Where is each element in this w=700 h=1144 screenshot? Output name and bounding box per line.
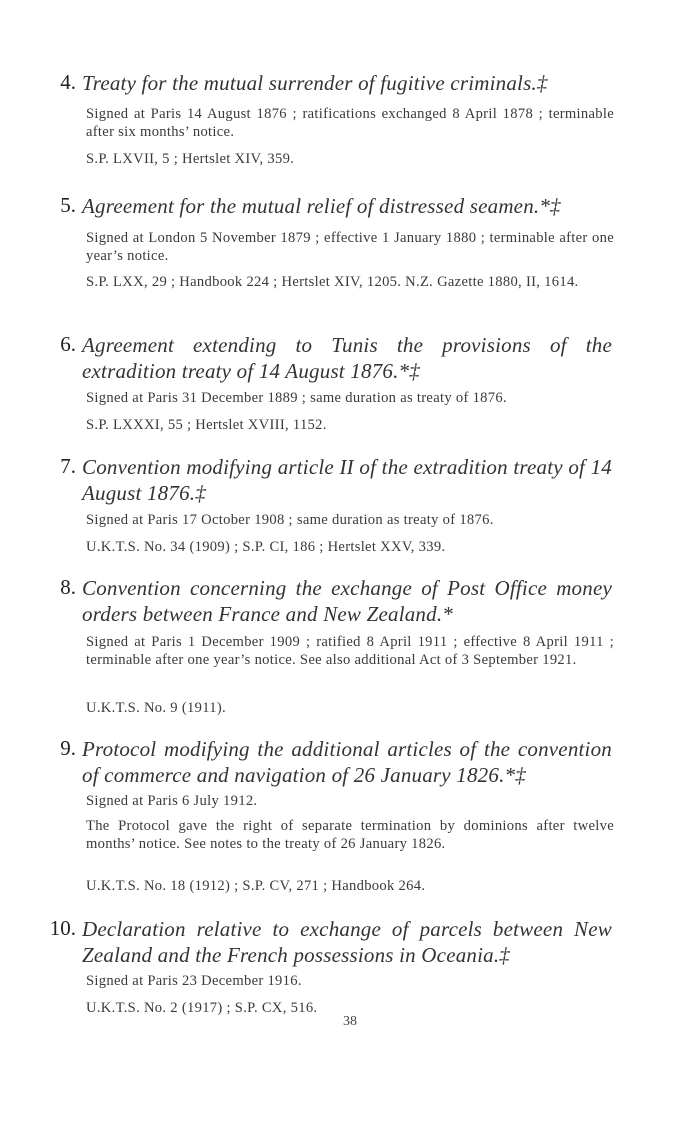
entry-title: Declaration relative to exchange of parcels between New Zealand and the French possessions in Oceania.‡ [82, 917, 612, 967]
entry-title: Agreement for the mutual relief of distressed seamen.*‡ [82, 194, 561, 218]
entry-details: Signed at Paris 17 October 1908 ; same duration as treaty of 1876. [86, 512, 494, 528]
entry-references: U.K.T.S. No. 9 (1911). [86, 700, 226, 716]
entry-number: 9. [60, 736, 76, 760]
entry-number: 8. [60, 575, 76, 599]
entry-title: Treaty for the mutual surrender of fugitive criminals.‡ [82, 71, 548, 95]
entry-details: Signed at London 5 November 1879 ; effective 1 January 1880 ; terminable after one year’s notice. [86, 230, 614, 264]
entry-number: 6. [60, 332, 76, 356]
entry-number: 7. [60, 454, 76, 478]
entry-details: Signed at Paris 14 August 1876 ; ratifications exchanged 8 April 1878 ; terminable after six months’ notice. [86, 106, 614, 140]
entry-references: S.P. LXVII, 5 ; Hertslet XIV, 359. [86, 151, 295, 167]
entry-references: U.K.T.S. No. 18 (1912) ; S.P. CV, 271 ; Handbook 264. [86, 878, 426, 894]
entry-title: Agreement extending to Tunis the provisions of the extradition treaty of 14 August 1876.*‡ [82, 333, 612, 383]
entry-references: S.P. LXXXI, 55 ; Hertslet XVIII, 1152. [86, 417, 327, 433]
entry-note: The Protocol gave the right of separate termination by dominions after twelve months’ notice. See notes to the treaty of 26 January 1826. [86, 818, 614, 852]
entry-title: Convention concerning the exchange of Post Office money orders between France and New Zealand.* [82, 576, 612, 626]
entry-details: Signed at Paris 1 December 1909 ; ratified 8 April 1911 ; effective 8 April 1911 ; terminable after one year’s notice. See also additional Act of 3 September 1921. [86, 634, 614, 668]
entry-references: U.K.T.S. No. 34 (1909) ; S.P. CI, 186 ; Hertslet XXV, 339. [86, 539, 446, 555]
entry-title: Protocol modifying the additional articles of the convention of commerce and navigation of 26 January 1826.*‡ [82, 737, 612, 787]
entry-references: U.K.T.S. No. 2 (1917) ; S.P. CX, 516. [86, 1000, 318, 1016]
entry-details: Signed at Paris 23 December 1916. [86, 973, 302, 989]
entry-details: Signed at Paris 31 December 1889 ; same duration as treaty of 1876. [86, 390, 507, 406]
entry-title: Convention modifying article II of the extradition treaty of 14 August 1876.‡ [82, 455, 612, 505]
entry-number: 10. [49, 916, 76, 940]
entry-references: S.P. LXX, 29 ; Handbook 224 ; Hertslet XIV, 1205. N.Z. Gazette 1880, II, 1614. [86, 274, 579, 290]
entry-number: 5. [60, 193, 76, 217]
page-number: 38 [343, 1014, 357, 1029]
entry-number: 4. [60, 70, 76, 94]
entry-details: Signed at Paris 6 July 1912. [86, 793, 258, 809]
